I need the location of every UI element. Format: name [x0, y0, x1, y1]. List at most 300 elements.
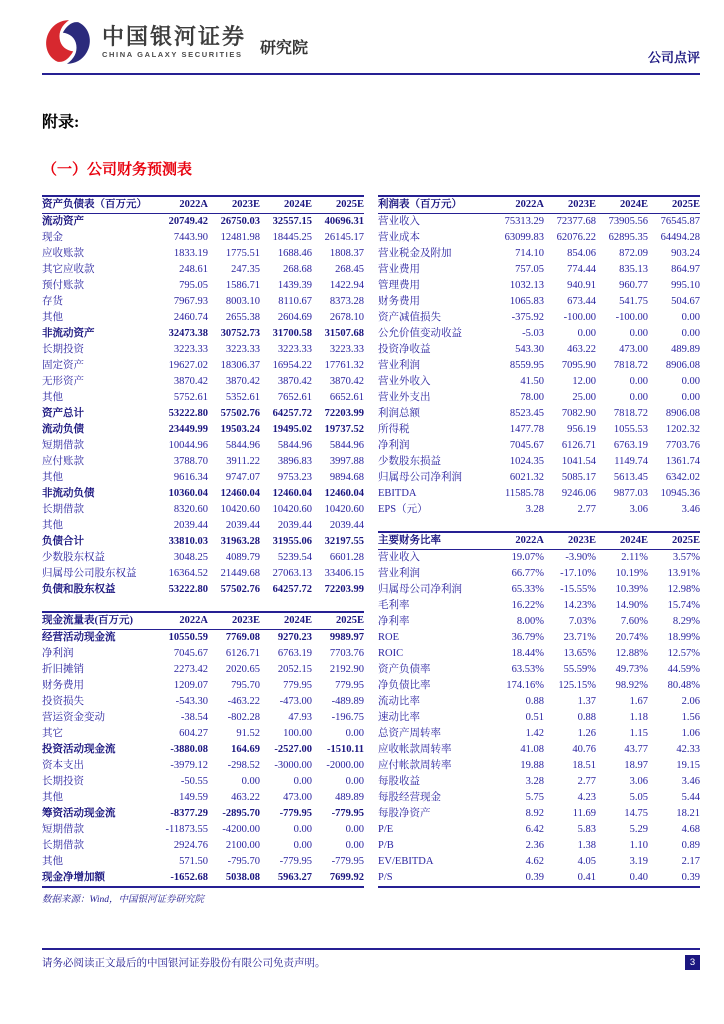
cell-value: 64257.72: [272, 584, 312, 595]
cell-value: 10.19%: [615, 568, 648, 579]
table-title: 资产负债表（百万元）: [42, 196, 156, 214]
table-row: [378, 582, 700, 598]
cell-value: 6601.28: [329, 552, 364, 563]
cell-value: -795.70: [227, 856, 260, 867]
cell-value: 72203.99: [324, 408, 364, 419]
row-label: 流动资产: [42, 216, 84, 227]
cell-value: -802.28: [227, 712, 260, 723]
cell-value: 8.00%: [516, 616, 544, 627]
row-label: 资产减值损失: [378, 312, 441, 323]
cell-value: 5844.96: [329, 440, 364, 451]
cell-value: -779.95: [279, 808, 312, 819]
cell-value: -2000.00: [326, 760, 364, 771]
cell-value: 0.00: [345, 776, 364, 787]
column-header: 2023E: [544, 196, 596, 214]
cell-value: -779.95: [279, 856, 312, 867]
cell-value: 940.91: [567, 280, 596, 291]
column-header: 2022A: [156, 612, 208, 630]
cell-value: 1149.74: [614, 456, 648, 467]
brand-name-en: CHINA GALAXY SECURITIES: [102, 49, 243, 59]
section-title: （一）公司财务预测表: [42, 162, 193, 178]
cell-value: 3223.33: [329, 344, 364, 355]
cell-value: 62076.22: [556, 232, 596, 243]
cell-value: 1477.78: [509, 424, 544, 435]
table-row: [378, 806, 700, 822]
cell-value: 36.79%: [511, 632, 544, 643]
key-ratios-table: [378, 531, 700, 888]
row-label: 每股收益: [378, 776, 420, 787]
cell-value: 1202.32: [665, 424, 700, 435]
row-label: 应付帐款周转率: [378, 760, 452, 771]
cell-value: 16364.52: [168, 568, 208, 579]
cell-value: 19503.24: [220, 424, 260, 435]
cell-value: 5.44: [681, 792, 700, 803]
table-row: [378, 406, 700, 422]
table-row: [42, 806, 364, 822]
row-label: 应收帐款周转率: [378, 744, 452, 755]
brand-text: [102, 23, 247, 59]
table-row: [42, 870, 364, 887]
table-row: [42, 646, 364, 662]
cell-value: 0.00: [293, 824, 312, 835]
cell-value: 3223.33: [277, 344, 312, 355]
row-label: 预付账款: [42, 280, 84, 291]
cell-value: 12481.98: [220, 232, 260, 243]
table-row: [42, 838, 364, 854]
table-row: [42, 534, 364, 550]
cell-value: 19.15: [676, 760, 700, 771]
table-row: [378, 422, 700, 438]
cell-value: 3.46: [681, 776, 700, 787]
cell-value: 10.39%: [615, 584, 648, 595]
cell-value: -298.52: [227, 760, 260, 771]
cell-value: 7967.93: [173, 296, 208, 307]
cell-value: -375.92: [511, 312, 544, 323]
cell-value: 1032.13: [509, 280, 544, 291]
cell-value: 18445.25: [272, 232, 312, 243]
cell-value: 0.39: [525, 872, 544, 883]
cell-value: 1.56: [681, 712, 700, 723]
cell-value: 268.45: [335, 264, 364, 275]
cell-value: 40.76: [572, 744, 596, 755]
cell-value: -3.90%: [565, 552, 596, 563]
row-label: 其他: [42, 520, 63, 531]
cell-value: 6342.02: [665, 472, 700, 483]
cell-value: 2039.44: [225, 520, 260, 531]
table-row: [378, 342, 700, 358]
row-label: 流动比率: [378, 696, 420, 707]
table-row: [378, 486, 700, 502]
table-row: [378, 550, 700, 567]
table-row: [42, 470, 364, 486]
cell-value: 1775.51: [225, 248, 260, 259]
row-label: 管理费用: [378, 280, 420, 291]
income-statement-table: [378, 195, 700, 518]
cell-value: 9894.68: [329, 472, 364, 483]
cell-value: 1.18: [629, 712, 648, 723]
cell-value: -779.95: [331, 808, 364, 819]
cell-value: 18.97: [624, 760, 648, 771]
row-label: 营业费用: [378, 264, 420, 275]
cell-value: 2039.44: [329, 520, 364, 531]
table-row: [42, 486, 364, 502]
table-row: [378, 502, 700, 518]
cell-value: 3870.42: [173, 376, 208, 387]
table-row: [378, 678, 700, 694]
cell-value: 19.88: [520, 760, 544, 771]
cell-value: 2.77: [577, 504, 596, 515]
table-row: [42, 822, 364, 838]
row-label: 每股经营现金: [378, 792, 441, 803]
cell-value: 9270.23: [277, 632, 312, 643]
source-note: 数据来源：Wind，中国银河证券研究院: [42, 895, 205, 905]
row-label: 净利润: [378, 440, 410, 451]
cell-value: 91.52: [236, 728, 260, 739]
table-row: [42, 342, 364, 358]
cell-value: -50.55: [180, 776, 208, 787]
cell-value: 1.06: [681, 728, 700, 739]
cell-value: 10945.36: [660, 488, 700, 499]
cell-value: 0.00: [681, 328, 700, 339]
cell-value: 0.00: [681, 392, 700, 403]
cell-value: 23449.99: [168, 424, 208, 435]
cell-value: 7082.90: [561, 408, 596, 419]
row-label: ROE: [378, 632, 399, 643]
cell-value: 3048.25: [173, 552, 208, 563]
cell-value: 1024.35: [509, 456, 544, 467]
row-label: 速动比率: [378, 712, 420, 723]
cell-value: 3911.22: [226, 456, 260, 467]
table-row: [378, 646, 700, 662]
row-label: 毛利率: [378, 600, 410, 611]
row-label: 公允价值变动收益: [378, 328, 462, 339]
cell-value: 8906.08: [665, 408, 700, 419]
cell-value: 5239.54: [277, 552, 312, 563]
column-header: 2023E: [208, 612, 260, 630]
cell-value: 7769.08: [225, 632, 260, 643]
cell-value: 19.07%: [511, 552, 544, 563]
cell-value: 5752.61: [173, 392, 208, 403]
table-row: [378, 262, 700, 278]
row-label: 负债合计: [42, 536, 84, 547]
cell-value: 1041.54: [561, 456, 596, 467]
cell-value: 5.83: [577, 824, 596, 835]
table-row: [42, 246, 364, 262]
table-row: [42, 854, 364, 870]
row-label: 长期借款: [42, 840, 84, 851]
row-label: 折旧摊销: [42, 664, 84, 675]
table-row: [378, 838, 700, 854]
cell-value: 3870.42: [225, 376, 260, 387]
cell-value: -2527.00: [274, 744, 312, 755]
cell-value: 11585.78: [505, 488, 544, 499]
cell-value: 0.00: [345, 824, 364, 835]
brand-logo: [42, 16, 308, 68]
cell-value: -3880.08: [170, 744, 208, 755]
cell-value: 7.60%: [620, 616, 648, 627]
cell-value: 10420.60: [324, 504, 364, 515]
cell-value: 149.59: [179, 792, 208, 803]
column-header: 2024E: [596, 196, 648, 214]
column-header: 2024E: [260, 612, 312, 630]
table-row: [378, 246, 700, 262]
cell-value: 76545.87: [660, 216, 700, 227]
cell-value: 0.00: [345, 840, 364, 851]
cell-value: 835.13: [619, 264, 648, 275]
cell-value: 5.29: [629, 824, 648, 835]
page-footer: [42, 948, 700, 970]
cell-value: 3.28: [525, 504, 544, 515]
table-row: [42, 774, 364, 790]
cell-value: 0.41: [577, 872, 596, 883]
row-label: 少数股东损益: [378, 456, 441, 467]
cell-value: 5613.45: [613, 472, 648, 483]
page-number-badge: 3: [685, 955, 700, 970]
cell-value: 2.06: [681, 696, 700, 707]
cell-value: 268.68: [283, 264, 312, 275]
cell-value: 10360.04: [168, 488, 208, 499]
cell-value: 0.89: [681, 840, 700, 851]
tables-area: [42, 195, 700, 905]
cell-value: 8906.08: [665, 360, 700, 371]
table-row: [378, 278, 700, 294]
cell-value: 12.00: [572, 376, 596, 387]
cell-value: 1833.19: [173, 248, 208, 259]
cell-value: 5844.96: [225, 440, 260, 451]
row-label: 其他: [42, 792, 63, 803]
cell-value: 960.77: [619, 280, 648, 291]
cell-value: 489.89: [335, 792, 364, 803]
cash-flow-table: [42, 611, 364, 888]
cell-value: 757.05: [515, 264, 544, 275]
cell-value: -779.95: [331, 856, 364, 867]
cell-value: 18306.37: [220, 360, 260, 371]
table-row: [378, 374, 700, 390]
row-label: 应收账款: [42, 248, 84, 259]
row-label: 非流动资产: [42, 328, 95, 339]
row-label: 营业外收入: [378, 376, 431, 387]
cell-value: -15.55%: [560, 584, 596, 595]
galaxy-swirl-icon: [42, 16, 94, 68]
table-row: [42, 310, 364, 326]
table-row: [42, 630, 364, 647]
cell-value: 6763.19: [277, 648, 312, 659]
cell-value: 8110.67: [278, 296, 312, 307]
row-label: 归属母公司股东权益: [42, 568, 137, 579]
cell-value: 19495.02: [272, 424, 312, 435]
row-label: 筹资活动现金流: [42, 808, 116, 819]
table-row: [42, 694, 364, 710]
cell-value: 12.98%: [667, 584, 700, 595]
row-label: ROIC: [378, 648, 404, 659]
row-label: 长期投资: [42, 776, 84, 787]
cell-value: -38.54: [180, 712, 208, 723]
cell-value: 1.67: [629, 696, 648, 707]
row-label: 营业成本: [378, 232, 420, 243]
row-label: 营业税金及附加: [378, 248, 452, 259]
cell-value: 10044.96: [168, 440, 208, 451]
cell-value: 43.77: [624, 744, 648, 755]
cell-value: 30752.73: [220, 328, 260, 339]
cell-value: 2039.44: [277, 520, 312, 531]
cell-value: 32197.55: [324, 536, 364, 547]
table-row: [378, 358, 700, 374]
cell-value: 1.26: [577, 728, 596, 739]
cell-value: 7045.67: [509, 440, 544, 451]
cell-value: 49.73%: [615, 664, 648, 675]
cell-value: 6126.71: [225, 648, 260, 659]
table-row: [42, 790, 364, 806]
cell-value: 7703.76: [665, 440, 700, 451]
cell-value: 12460.04: [220, 488, 260, 499]
cell-value: 62895.35: [608, 232, 648, 243]
cell-value: 8.92: [525, 808, 544, 819]
cell-value: 0.00: [293, 840, 312, 851]
cell-value: 80.48%: [667, 680, 700, 691]
table-row: [42, 454, 364, 470]
cell-value: 7818.72: [613, 360, 648, 371]
row-label: 少数股东权益: [42, 552, 105, 563]
cell-value: 12460.04: [272, 488, 312, 499]
row-label: 非流动负债: [42, 488, 95, 499]
cell-value: 16954.22: [272, 360, 312, 371]
cell-value: 3870.42: [329, 376, 364, 387]
cell-value: 571.50: [179, 856, 208, 867]
cell-value: 2020.65: [225, 664, 260, 675]
row-label: 营业利润: [378, 360, 420, 371]
table-row: [42, 566, 364, 582]
row-label: 短期借款: [42, 824, 84, 835]
table-row: [378, 854, 700, 870]
cell-value: 3.19: [629, 856, 648, 867]
cell-value: 0.00: [681, 376, 700, 387]
cell-value: 2100.00: [225, 840, 260, 851]
cell-value: 604.27: [179, 728, 208, 739]
cell-value: 65.33%: [511, 584, 544, 595]
row-label: 投资活动现金流: [42, 744, 116, 755]
cell-value: 7045.67: [173, 648, 208, 659]
cell-value: 66.77%: [511, 568, 544, 579]
left-column: [42, 195, 364, 905]
table-row: [42, 422, 364, 438]
row-label: 总资产周转率: [378, 728, 441, 739]
cell-value: 3.06: [629, 504, 648, 515]
cell-value: -489.89: [331, 696, 364, 707]
row-label: 财务费用: [42, 680, 84, 691]
table-row: [378, 758, 700, 774]
table-row: [378, 790, 700, 806]
cell-value: 53222.80: [168, 584, 208, 595]
table-row: [42, 230, 364, 246]
cell-value: -17.10%: [560, 568, 596, 579]
cell-value: 2604.69: [277, 312, 312, 323]
table-row: [42, 326, 364, 342]
balance-sheet-table: [42, 195, 364, 598]
row-label: 归属母公司净利润: [378, 584, 462, 595]
column-header: 2025E: [648, 532, 700, 550]
cell-value: 3.57%: [672, 552, 700, 563]
cell-value: 19737.52: [324, 424, 364, 435]
cell-value: 10420.60: [220, 504, 260, 515]
cell-value: 2655.38: [225, 312, 260, 323]
cell-value: 6126.71: [561, 440, 596, 451]
row-label: 营业利润: [378, 568, 420, 579]
cell-value: 673.44: [567, 296, 596, 307]
cell-value: 2192.90: [329, 664, 364, 675]
cell-value: 1422.94: [329, 280, 364, 291]
cell-value: 2.17: [681, 856, 700, 867]
table-row: [378, 598, 700, 614]
row-label: 资产负债率: [378, 664, 431, 675]
row-label: 利润总额: [378, 408, 420, 419]
row-label: 归属母公司净利润: [378, 472, 462, 483]
row-label: 固定资产: [42, 360, 84, 371]
table-row: [378, 310, 700, 326]
cell-value: -1510.11: [326, 744, 364, 755]
cell-value: 473.00: [619, 344, 648, 355]
cell-value: -3979.12: [170, 760, 208, 771]
row-label: 资本支出: [42, 760, 84, 771]
cell-value: 73905.56: [608, 216, 648, 227]
cell-value: 5.05: [629, 792, 648, 803]
cell-value: 9989.97: [329, 632, 364, 643]
cell-value: 41.08: [520, 744, 544, 755]
table-row: [378, 214, 700, 231]
cell-value: 795.05: [179, 280, 208, 291]
row-label: 净利润: [42, 648, 74, 659]
column-header: 2025E: [312, 196, 364, 214]
cell-value: -8377.29: [170, 808, 208, 819]
cell-value: 1.42: [525, 728, 544, 739]
cell-value: 3.28: [525, 776, 544, 787]
row-label: 其他: [42, 392, 63, 403]
cell-value: 47.93: [288, 712, 312, 723]
table-row: [42, 678, 364, 694]
row-label: 营运资金变动: [42, 712, 105, 723]
cell-value: 9747.07: [225, 472, 260, 483]
cell-value: 11.69: [572, 808, 596, 819]
cell-value: 6763.19: [613, 440, 648, 451]
cell-value: 9246.06: [561, 488, 596, 499]
cell-value: 23.71%: [563, 632, 596, 643]
cell-value: 32557.15: [272, 216, 312, 227]
cell-value: 1586.71: [225, 280, 260, 291]
row-label: 所得税: [378, 424, 410, 435]
table-title: 利润表（百万元）: [378, 196, 492, 214]
cell-value: 4089.79: [225, 552, 260, 563]
cell-value: 13.65%: [563, 648, 596, 659]
cell-value: 98.92%: [615, 680, 648, 691]
cell-value: 10550.59: [168, 632, 208, 643]
table-row: [378, 710, 700, 726]
row-label: 投资净收益: [378, 344, 431, 355]
cell-value: 42.33: [676, 744, 700, 755]
cell-value: 3997.88: [329, 456, 364, 467]
cell-value: 3896.83: [277, 456, 312, 467]
cell-value: 18.51: [572, 760, 596, 771]
cell-value: 55.59%: [563, 664, 596, 675]
row-label: P/S: [378, 872, 393, 883]
cell-value: 33406.15: [324, 568, 364, 579]
cell-value: 0.51: [525, 712, 544, 723]
header-rule: [42, 73, 700, 75]
cell-value: 2039.44: [173, 520, 208, 531]
cell-value: -196.75: [331, 712, 364, 723]
cell-value: 2.36: [525, 840, 544, 851]
cell-value: 1.37: [577, 696, 596, 707]
cell-value: 18.21: [676, 808, 700, 819]
cell-value: 2924.76: [173, 840, 208, 851]
